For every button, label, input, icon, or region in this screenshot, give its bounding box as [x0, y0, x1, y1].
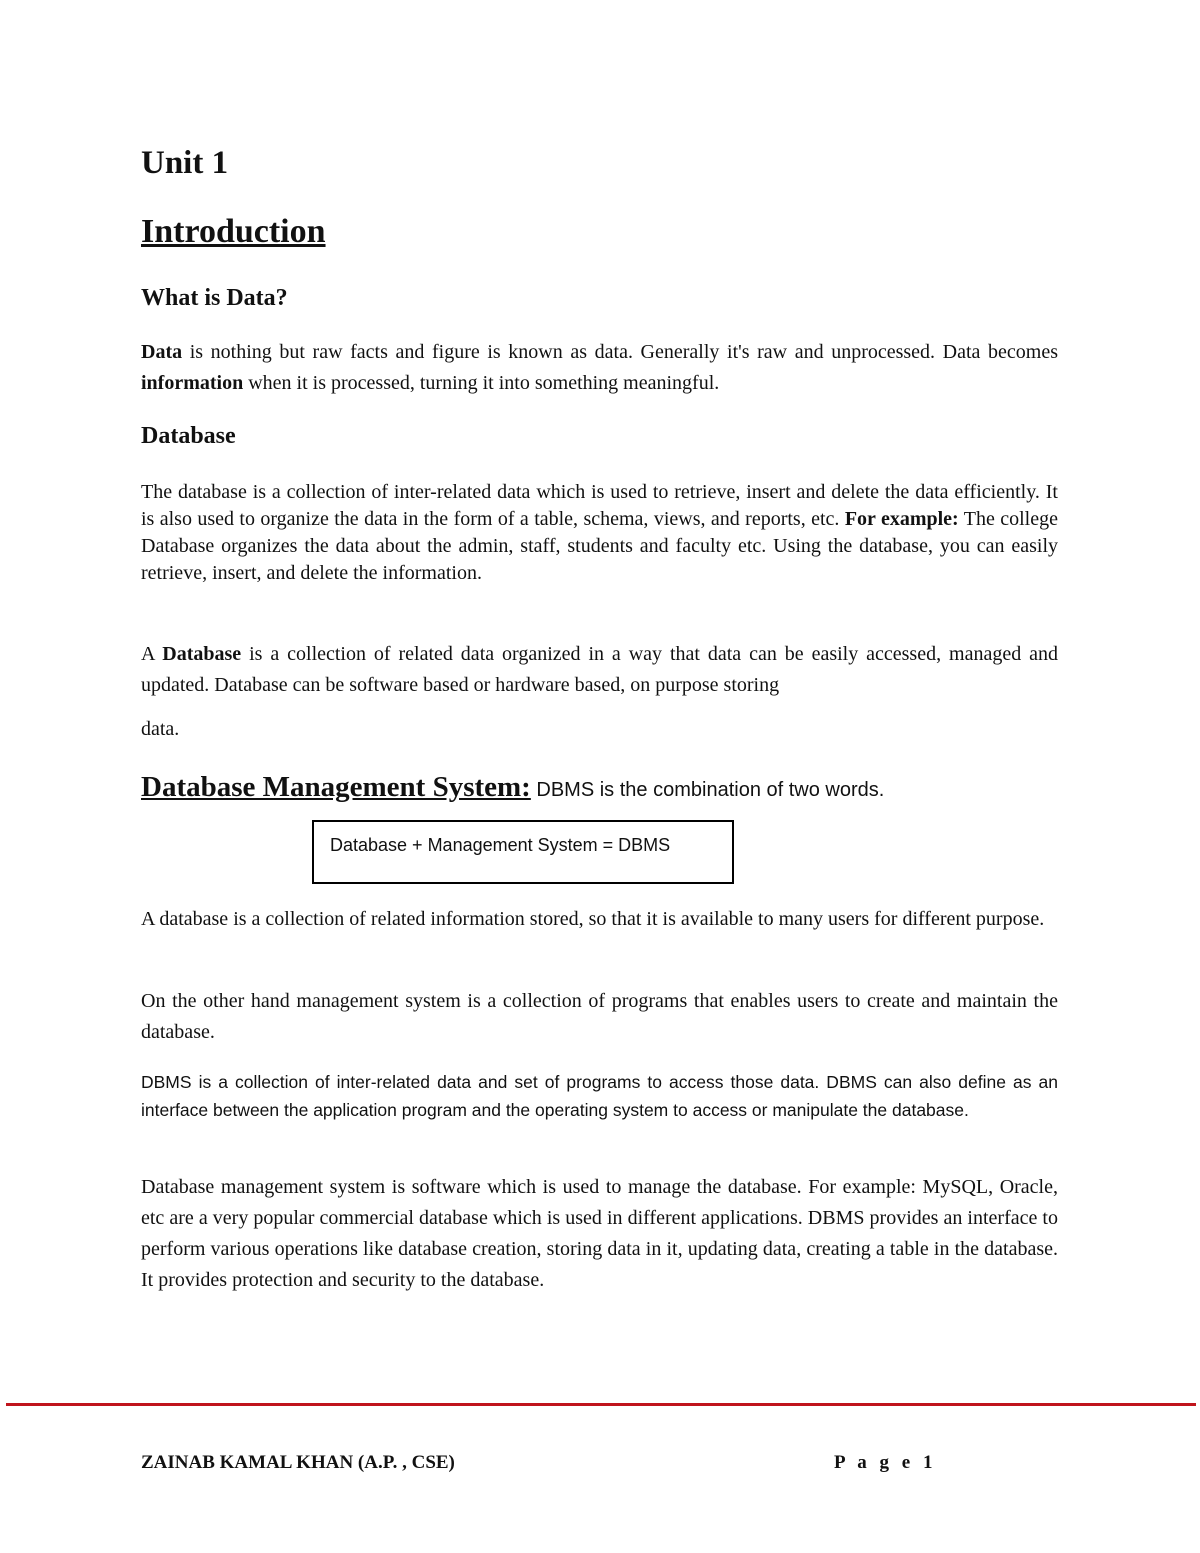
footer-author: ZAINAB KAMAL KHAN (A.P. , CSE) [141, 1452, 455, 1473]
database-definition-text: The database is a collection of inter-related data which is used to retrieve, insert and delete the data efficiently. It is also used to organize the data in the form of a table, schema, views, and reports, etc. [141, 481, 1058, 530]
dbms-heading-line [141, 771, 1058, 804]
dbms-formula-text: Database + Management System = DBMS [330, 835, 671, 855]
unit-title: Unit 1 [141, 145, 229, 181]
dbms-paragraph-1: A database is a collection of related information stored, so that it is available to many users for different purpose. [141, 908, 1045, 930]
article-text: A [141, 643, 163, 665]
what-is-data-heading: What is Data? [141, 285, 288, 311]
section-title: Introduction [141, 213, 326, 250]
dbms-formula-box [312, 820, 734, 884]
dbms-heading-tail: DBMS is the combination of two words. [530, 779, 885, 801]
information-text: when it is processed, turning it into something meaningful. [243, 372, 720, 394]
database-example-text: The college Database organizes the data about the admin, staff, students and faculty etc. Using the database, you can easily retrieve, insert, and delete the information. [141, 508, 1058, 584]
information-term: information [141, 372, 244, 394]
footer-page-number: P a g e 1 [834, 1452, 937, 1473]
dbms-paragraph-3: DBMS is a collection of inter-related data and set of programs to access those data. DBMS can also define as an interface between the application program and the operating system to access or manipulate the database. [141, 1072, 1058, 1120]
database-heading: Database [141, 423, 236, 449]
data-definition-text: is nothing but raw facts and figure is known as data. Generally it's raw and unprocessed. Data becomes [182, 341, 1058, 363]
dbms-paragraph-4: Database management system is software which is used to manage the database. For example: MySQL, Oracle, etc are a very popular commercial database which is used in different applications. DBMS provides an interface to perform various operations like database creation, storing data in it, updating data, creating a table in the database. It provides protection and security to the database. [141, 1176, 1058, 1291]
for-example-label: For example: [844, 508, 959, 530]
data-term: Data [141, 341, 183, 363]
database-term: Database [162, 643, 242, 665]
database-organized-text: is a collection of related data organized in a way that data can be easily accessed, managed and updated. Database can be software based or hardware based, on purpose storing [141, 643, 1058, 696]
what-is-data-paragraph [141, 337, 1058, 399]
footer-divider [6, 1403, 1196, 1406]
database-paragraph-2 [141, 639, 1058, 701]
database-paragraph-2-last-line: data. [141, 718, 180, 740]
dbms-heading: Database Management System: [141, 771, 531, 803]
dbms-paragraph-2: On the other hand management system is a collection of programs that enables users to create and maintain the database. [141, 990, 1058, 1043]
database-paragraph-1 [141, 479, 1058, 587]
